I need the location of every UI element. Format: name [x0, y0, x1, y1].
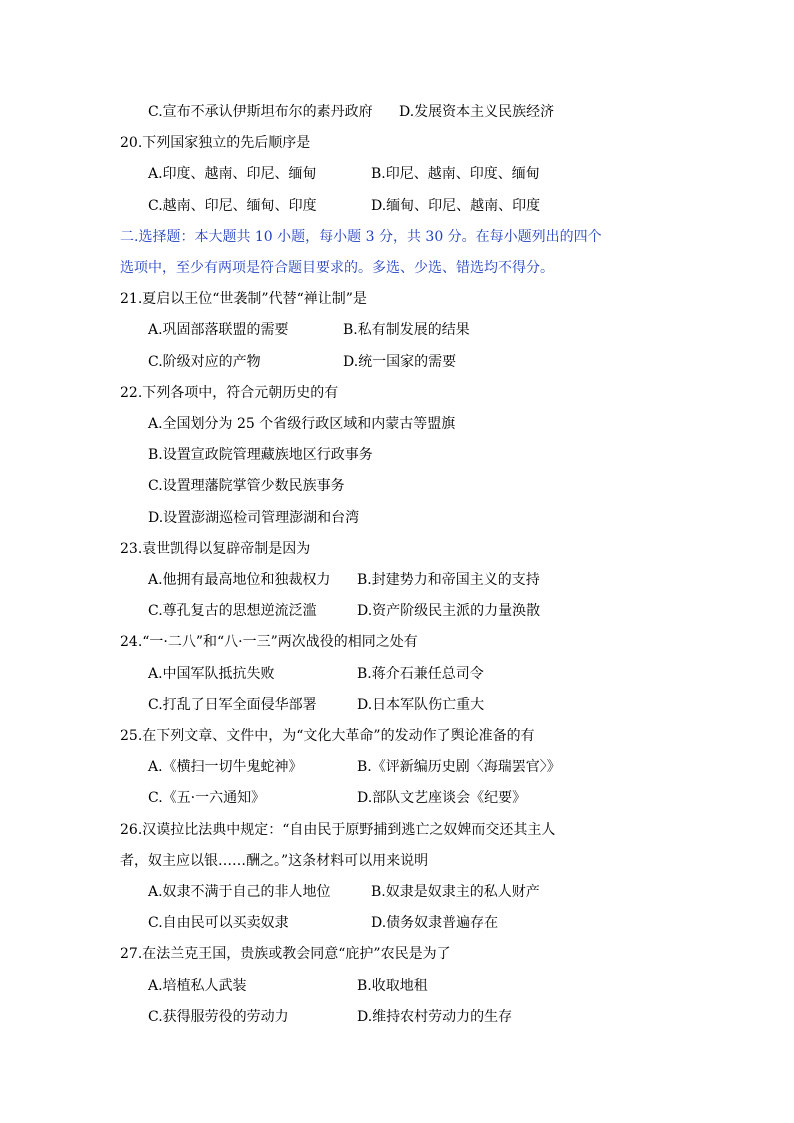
q23-option-d: D.资产阶级民主派的力量涣散	[357, 603, 541, 619]
q26-stem-line-1: 26.汉谟拉比法典中规定：“自由民于原野捕到逃亡之奴婢而交还其主人	[120, 822, 556, 838]
q26-option-a: A.奴隶不满于自己的非人地位	[148, 884, 331, 900]
q22-option-b: B.设置宣政院管理藏族地区行政事务	[148, 447, 373, 463]
q20-option-d: D.缅甸、印尼、越南、印度	[371, 198, 541, 214]
q20-option-b: B.印尼、越南、印度、缅甸	[371, 166, 540, 182]
q25-stem: 25.在下列文章、文件中，为“文化大革命”的发动作了舆论准备的有	[120, 728, 535, 744]
q25-option-d: D.部队文艺座谈会《纪要》	[357, 790, 527, 806]
q25-option-c: C.《五·一六通知》	[148, 790, 266, 806]
q27-option-c: C.获得服劳役的劳动力	[148, 1009, 289, 1025]
q26-option-b: B.奴隶是奴隶主的私人财产	[371, 884, 540, 900]
q27-option-a: A.培植私人武装	[148, 978, 247, 994]
q25-option-b: B.《评新编历史剧〈海瑞罢官〉》	[357, 759, 561, 775]
q20-stem: 20.下列国家独立的先后顺序是	[120, 135, 311, 151]
q22-stem: 22.下列各项中，符合元朝历史的有	[120, 385, 339, 401]
q24-option-b: B.蒋介石兼任总司令	[357, 666, 484, 682]
q27-option-b: B.收取地租	[357, 978, 428, 994]
section-2-instructions-line-2: 选项中，至少有两项是符合题目要求的。多选、少选、错选均不得分。	[120, 260, 554, 276]
q23-option-b: B.封建势力和帝国主义的支持	[357, 572, 540, 588]
section-2-instructions-line-1: 二.选择题：本大题共 10 小题，每小题 3 分，共 30 分。在每小题列出的四个	[120, 229, 602, 245]
q24-stem: 24.“一·二八”和“八·一三”两次战役的相同之处有	[120, 634, 418, 650]
q23-stem: 23.袁世凯得以复辟帝制是因为	[120, 541, 311, 557]
q27-option-d: D.维持农村劳动力的生存	[357, 1009, 513, 1025]
q21-stem: 21.夏启以王位“世袭制”代替“禅让制”是	[120, 291, 367, 307]
q26-option-c: C.自由民可以买卖奴隶	[148, 915, 289, 931]
q22-option-a: A.全国划分为 25 个省级行政区域和内蒙古等盟旗	[148, 416, 456, 432]
q23-option-a: A.他拥有最高地位和独裁权力	[148, 572, 331, 588]
q20-option-c: C.越南、印尼、缅甸、印度	[148, 198, 317, 214]
q24-option-a: A.中国军队抵抗失败	[148, 666, 275, 682]
q24-option-c: C.打乱了日军全面侵华部署	[148, 697, 317, 713]
q21-option-a: A.巩固部落联盟的需要	[148, 322, 289, 338]
q23-option-c: C.尊孔复古的思想逆流泛滥	[148, 603, 317, 619]
q27-stem: 27.在法兰克王国，贵族或教会同意“庇护”农民是为了	[120, 946, 451, 962]
q22-option-d: D.设置澎湖巡检司管理澎湖和台湾	[148, 510, 360, 526]
q19-option-c: C.宣布不承认伊斯坦布尔的素丹政府	[148, 104, 373, 120]
q26-stem-line-2: 者，奴主应以银……酬之。”这条材料可以用来说明	[120, 853, 429, 869]
q19-option-d: D.发展资本主义民族经济	[399, 104, 555, 120]
q22-option-c: C.设置理藩院掌管少数民族事务	[148, 478, 345, 494]
q21-option-d: D.统一国家的需要	[343, 354, 457, 370]
q21-option-b: B.私有制发展的结果	[343, 322, 470, 338]
q20-option-a: A.印度、越南、印尼、缅甸	[148, 166, 317, 182]
q21-option-c: C.阶级对应的产物	[148, 354, 261, 370]
q26-option-d: D.债务奴隶普遍存在	[371, 915, 499, 931]
q25-option-a: A.《横扫一切牛鬼蛇神》	[148, 759, 303, 775]
q24-option-d: D.日本军队伤亡重大	[357, 697, 485, 713]
